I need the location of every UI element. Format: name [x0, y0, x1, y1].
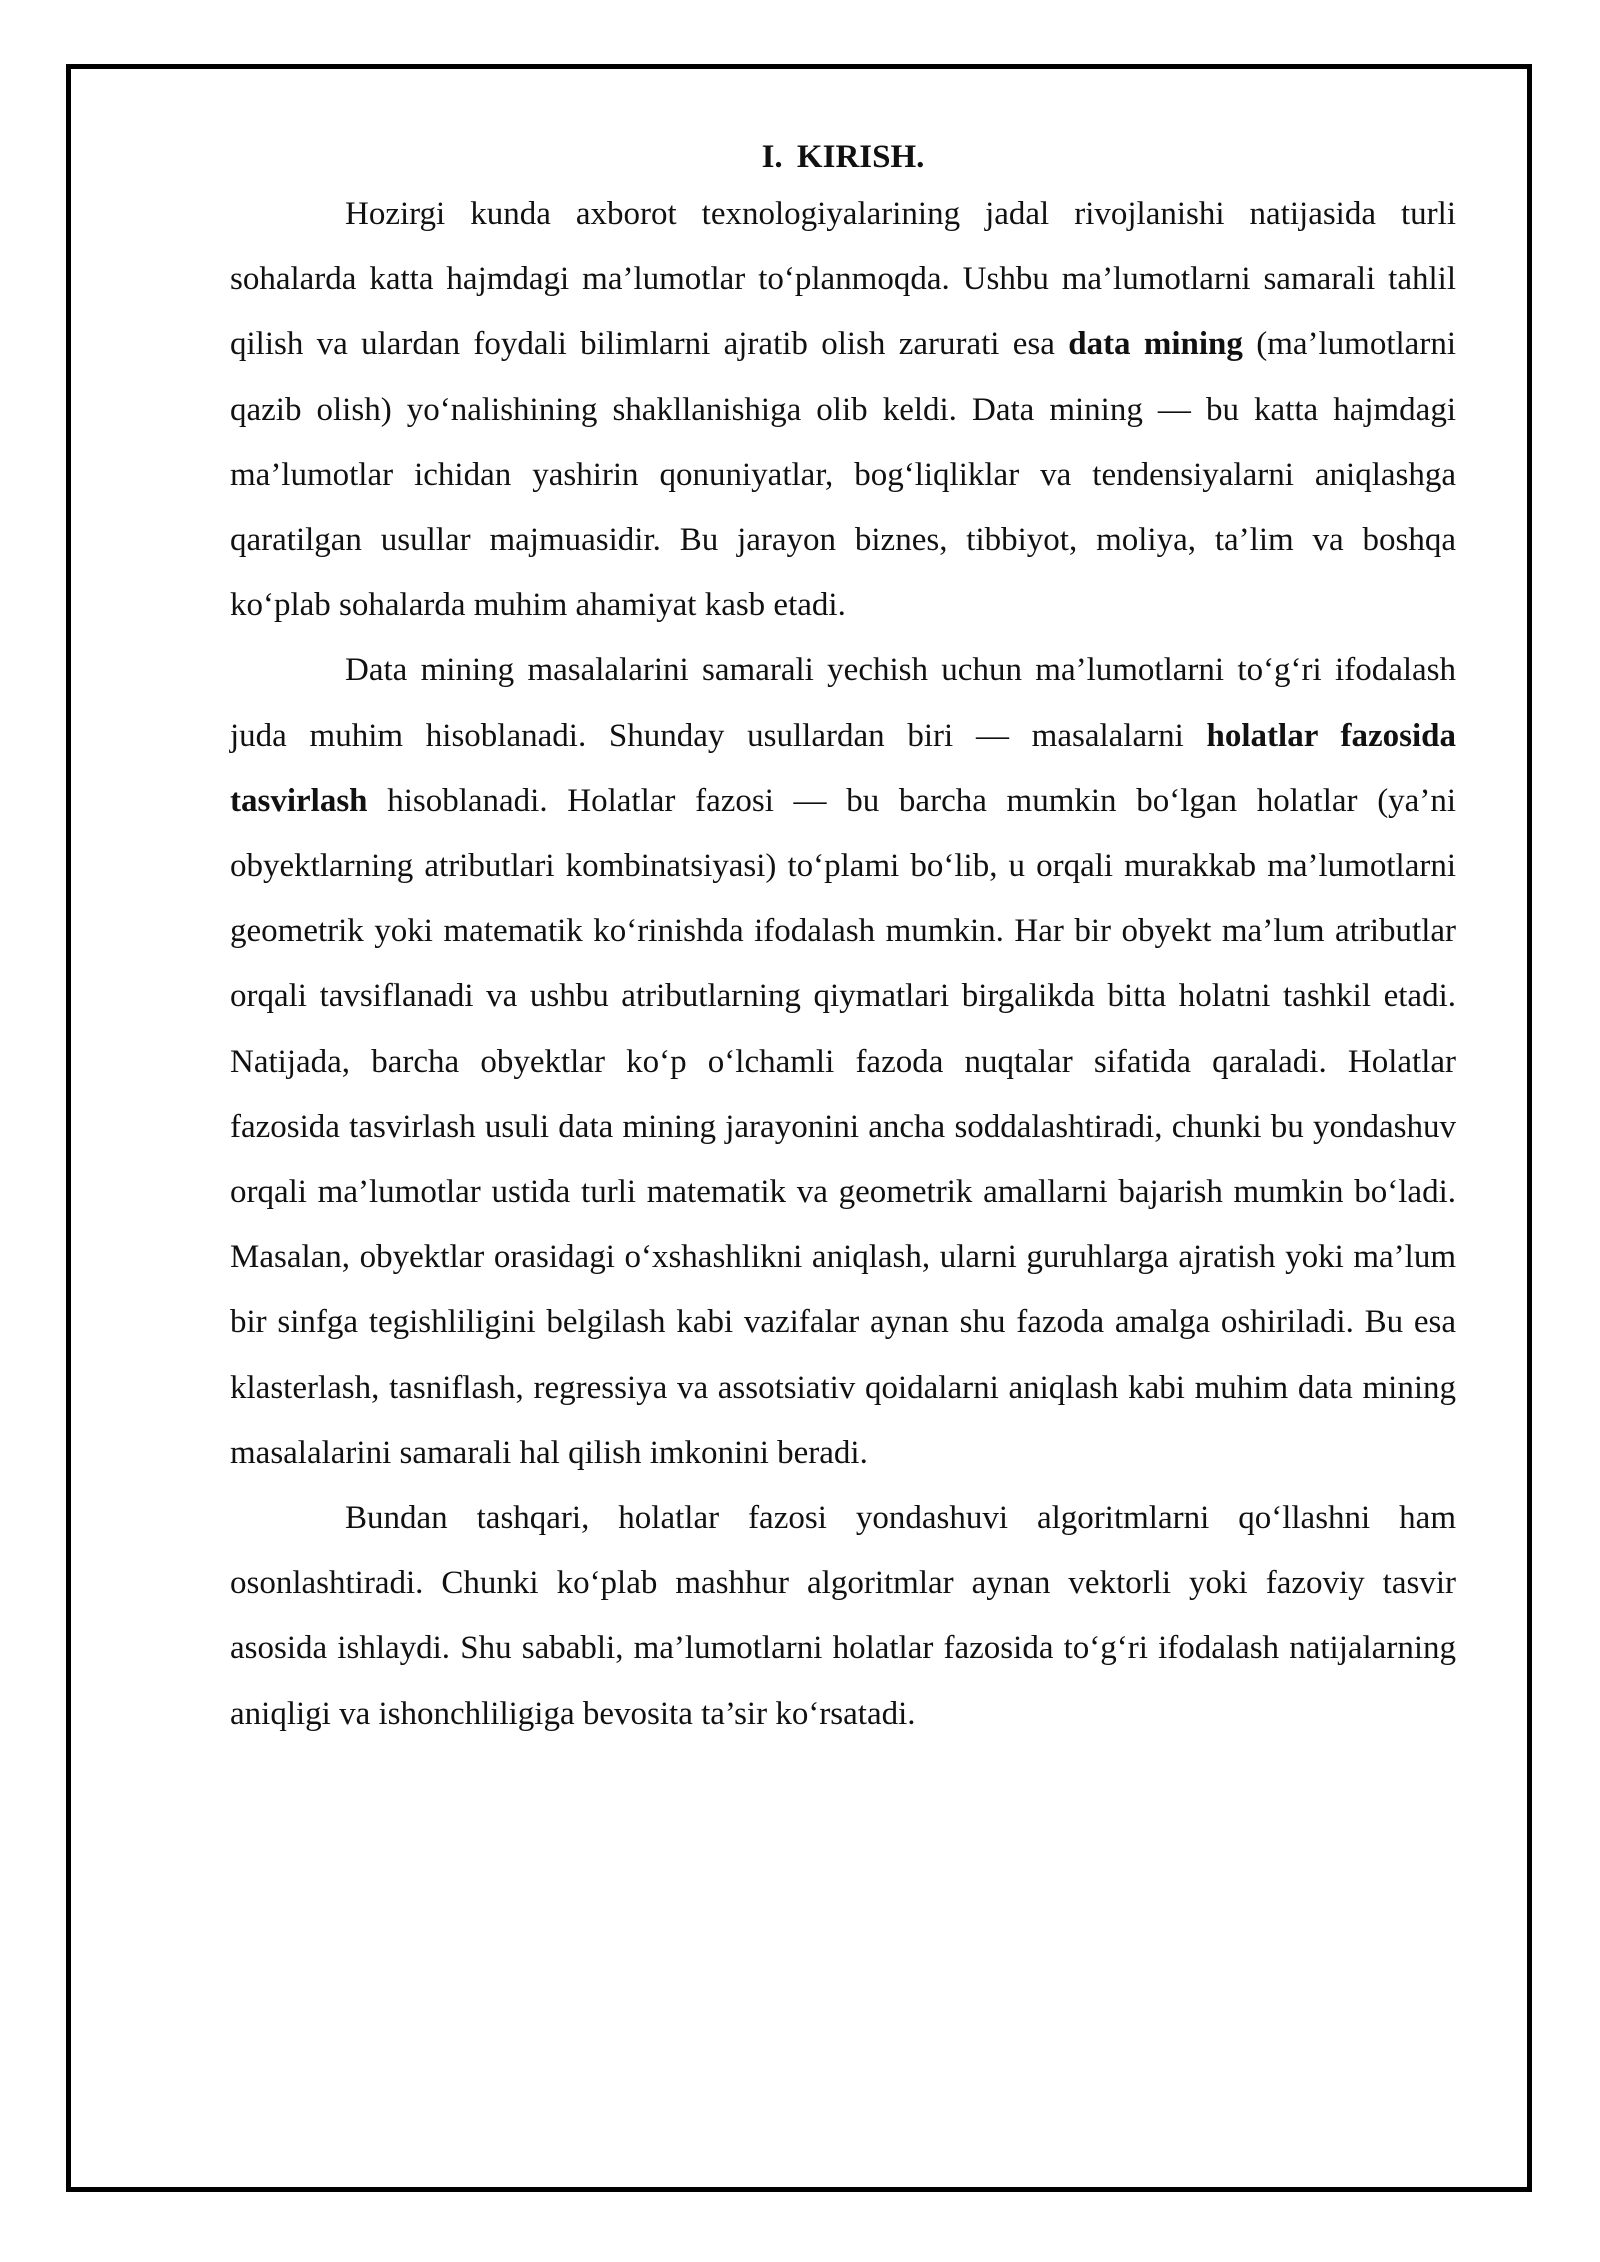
paragraph-intro-text-1: Hozirgi kunda axborot texnologiyalarining jadal rivojlanishi natijasida turli sohalarda katta hajmdagi ma’lumotlar to‘planmoqda. Ushbu ma’lumotlarni samarali tahlil qilish va ulardan foydali bilimlarni ajratib olish zarurati esa	[230, 196, 1456, 363]
paragraph-state-space-text-1: Data mining masalalarini samarali yechish uchun ma’lumotlarni to‘g‘ri ifodalash juda muhim hisoblanadi. Shunday usullardan biri — masalalarni	[230, 652, 1456, 754]
section-heading: I. KIRISH.	[761, 139, 925, 175]
paragraph-algorithms	[230, 1486, 1456, 1747]
paragraph-intro	[230, 182, 1456, 638]
term-state-space-representation: holatlar fazosida tasvirlash	[230, 717, 1456, 819]
term-data-mining: data mining	[1068, 326, 1243, 363]
paragraph-intro-text-2: (ma’lumotlarni qazib olish) yo‘nalishining shakllanishiga olib keldi. Data mining — bu katta hajmdagi ma’lumotlar ichidan yashirin qonuniyatlar, bog‘liqliklar va tendensiyalarni aniqlashga qaratilgan usullar majmuasidir. Bu jarayon biznes, tibbiyot, moliya, ta’lim va boshqa ko‘plab sohalarda muhim ahamiyat kasb etadi.	[230, 326, 1456, 624]
paragraph-state-space-text-2: hisoblanadi. Holatlar fazosi — bu barcha mumkin bo‘lgan holatlar (ya’ni obyektlarning atributlari kombinatsiyasi) to‘plami bo‘lib, u orqali murakkab ma’lumotlarni geometrik yoki matematik ko‘rinishda ifodalash mumkin. Har bir obyekt ma’lum atributlar orqali tavsiflanadi va ushbu atributlarning qiymatlari birgalikda bitta holatni tashkil etadi. Natijada, barcha obyektlar ko‘p o‘lchamli fazoda nuqtalar sifatida qaraladi. Holatlar fazosida tasvirlash usuli data mining jarayonini ancha soddalashtiradi, chunki bu yondashuv orqali ma’lumotlar ustida turli matematik va geometrik amallarni bajarish mumkin bo‘ladi. Masalan, obyektlar orasidagi o‘xshashlikni aniqlash, ularni guruhlarga ajratish yoki ma’lum bir sinfga tegishliligini belgilash kabi vazifalar aynan shu fazoda amalga oshiriladi. Bu esa klasterlash, tasniflash, regressiya va assotsiativ qoidalarni aniqlash kabi muhim data mining masalalarini samarali hal qilish imkonini beradi.	[230, 782, 1456, 1471]
paragraph-state-space	[230, 638, 1456, 1486]
document-body	[230, 132, 1456, 1747]
paragraph-algorithms-text: Bundan tashqari, holatlar fazosi yondashuvi algoritmlarni qo‘llashni ham osonlashtiradi. Chunki ko‘plab mashhur algoritmlar aynan vektorli yoki fazoviy tasvir asosida ishlaydi. Shu sababli, ma’lumotlarni holatlar fazosida to‘g‘ri ifodalash natijalarning aniqligi va ishonchliligiga bevosita ta’sir ko‘rsatadi.	[230, 1500, 1456, 1732]
